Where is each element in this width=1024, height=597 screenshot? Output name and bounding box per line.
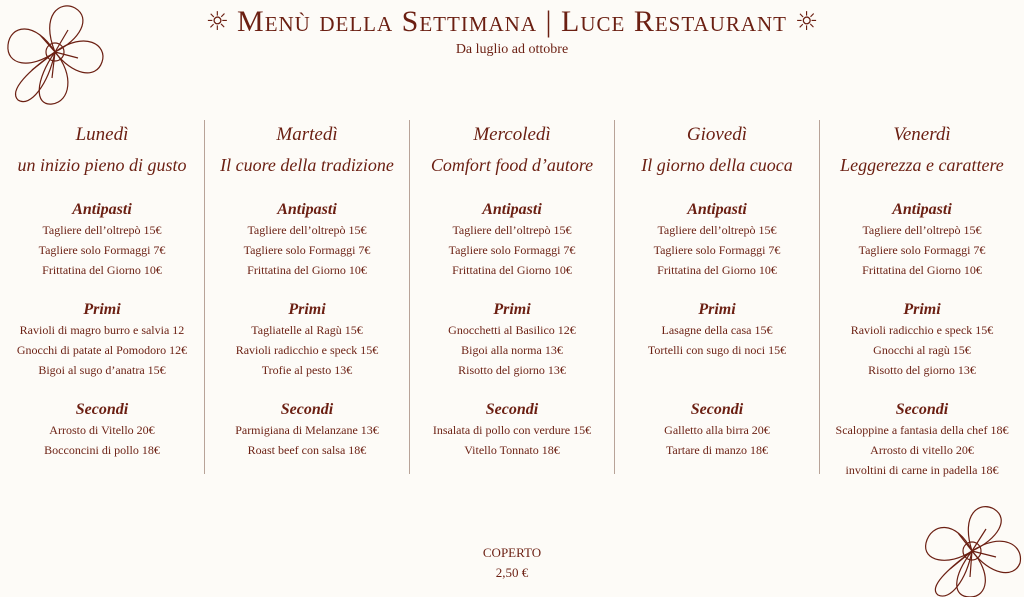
menu-item: Tagliere dell’oltrepò 15€ xyxy=(657,223,777,237)
menu-item: Tagliere solo Formaggi 7€ xyxy=(858,243,986,257)
secondi-section xyxy=(0,400,204,460)
secondi-section xyxy=(615,400,819,460)
section-title: Secondi xyxy=(895,401,949,418)
section-title: Antipasti xyxy=(687,201,747,218)
day-name: Giovedì xyxy=(686,124,748,145)
secondi-section xyxy=(410,400,614,460)
secondi-section xyxy=(205,400,409,460)
section-title: Primi xyxy=(493,301,531,318)
section-title: Primi xyxy=(83,301,121,318)
coperto-label: COPERTO xyxy=(482,545,542,560)
menu-item: Lasagne della casa 15€ xyxy=(661,323,773,337)
day-tagline: un inizio pieno di gusto xyxy=(17,155,187,175)
primi-section xyxy=(820,300,1024,380)
menu-item: Galletto alla birra 20€ xyxy=(664,423,770,437)
menu-item: Bocconcini di pollo 18€ xyxy=(44,443,160,457)
day-column-lunedi xyxy=(0,120,204,474)
section-title: Antipasti xyxy=(72,201,132,218)
day-tagline: Il giorno della cuoca xyxy=(641,155,793,175)
primi-section xyxy=(205,300,409,380)
menu-item: Risotto del giorno 13€ xyxy=(868,363,976,377)
primi-section xyxy=(0,300,204,380)
antipasti-section xyxy=(0,200,204,280)
menu-item: Frittatina del Giorno 10€ xyxy=(657,263,777,277)
section-title: Primi xyxy=(903,301,941,318)
primi-section xyxy=(410,300,614,380)
section-title: Antipasti xyxy=(277,201,337,218)
menu-item: Insalata di pollo con verdure 15€ xyxy=(432,423,592,437)
menu-item: Frittatina del Giorno 10€ xyxy=(42,263,162,277)
antipasti-section xyxy=(205,200,409,280)
menu-item: Trofie al pesto 13€ xyxy=(261,363,353,377)
menu-item: Gnocchi al ragù 15€ xyxy=(873,343,971,357)
menu-item: Frittatina del Giorno 10€ xyxy=(452,263,572,277)
section-title: Secondi xyxy=(280,401,334,418)
day-name: Martedì xyxy=(276,124,338,145)
secondi-section xyxy=(820,400,1024,480)
menu-item: Tagliere solo Formaggi 7€ xyxy=(38,243,166,257)
section-title: Antipasti xyxy=(482,201,542,218)
menu-item: Arrosto di Vitello 20€ xyxy=(49,423,155,437)
menu-item: Parmigiana di Melanzane 13€ xyxy=(235,423,379,437)
menu-subtitle: Da luglio ad ottobre xyxy=(455,42,569,57)
menu-item: Tortelli con sugo di noci 15€ xyxy=(647,343,787,357)
coperto-section xyxy=(0,543,1024,583)
menu-title: Menù della Settimana | Luce Restaurant xyxy=(237,5,787,38)
menu-item: Risotto del giorno 13€ xyxy=(458,363,566,377)
menu-item: Ravioli di magro burro e salvia 12 xyxy=(19,323,185,337)
menu-item: Ravioli radicchio e speck 15€ xyxy=(850,323,994,337)
section-title: Secondi xyxy=(485,401,539,418)
day-name: Venerdì xyxy=(893,124,951,145)
menu-item: Tagliere dell’oltrepò 15€ xyxy=(247,223,367,237)
menu-item: Bigoi alla norma 13€ xyxy=(461,343,563,357)
menu-item: Frittatina del Giorno 10€ xyxy=(862,263,982,277)
primi-section xyxy=(615,300,819,360)
day-column-venerdi xyxy=(819,120,1024,477)
section-title: Primi xyxy=(288,301,326,318)
day-name: Lunedì xyxy=(75,124,129,145)
menu-item: Tagliere solo Formaggi 7€ xyxy=(448,243,576,257)
menu-item: Tagliatelle al Ragù 15€ xyxy=(251,323,363,337)
menu-item: Tartare di manzo 18€ xyxy=(665,443,769,457)
section-title: Secondi xyxy=(690,401,744,418)
day-tagline: Il cuore della tradizione xyxy=(220,155,394,175)
weekly-menu-columns xyxy=(0,120,1024,477)
antipasti-section xyxy=(410,200,614,280)
day-column-martedi xyxy=(204,120,409,474)
menu-item: Tagliere solo Formaggi 7€ xyxy=(243,243,371,257)
day-column-mercoledi xyxy=(409,120,614,474)
section-title: Secondi xyxy=(75,401,129,418)
menu-item: Tagliere dell’oltrepò 15€ xyxy=(42,223,162,237)
menu-item: Bigoi al sugo d’anatra 15€ xyxy=(38,363,166,377)
menu-item: Gnocchetti al Basilico 12€ xyxy=(448,323,576,337)
menu-item: Gnocchi di patate al Pomodoro 12€ xyxy=(16,343,188,357)
antipasti-section xyxy=(615,200,819,280)
coperto-price: 2,50 € xyxy=(495,565,529,580)
sun-icon: ☼ xyxy=(794,7,819,37)
menu-item: Tagliere dell’oltrepò 15€ xyxy=(862,223,982,237)
menu-item: Vitello Tonnato 18€ xyxy=(464,443,560,457)
day-tagline: Comfort food d’autore xyxy=(430,155,594,175)
menu-item: Ravioli radicchio e speck 15€ xyxy=(235,343,379,357)
menu-item: Arrosto di vitello 20€ xyxy=(870,443,974,457)
day-tagline: Leggerezza e carattere xyxy=(840,155,1004,175)
day-column-giovedi xyxy=(614,120,819,474)
sun-icon: ☼ xyxy=(205,7,230,37)
menu-item: Frittatina del Giorno 10€ xyxy=(247,263,367,277)
day-name: Mercoledì xyxy=(473,124,551,145)
menu-header xyxy=(0,4,1024,58)
menu-item: Tagliere solo Formaggi 7€ xyxy=(653,243,781,257)
menu-item: Scaloppine a fantasia della chef 18€ xyxy=(835,423,1009,437)
menu-item: Tagliere dell’oltrepò 15€ xyxy=(452,223,572,237)
section-title: Antipasti xyxy=(892,201,952,218)
menu-item: Roast beef con salsa 18€ xyxy=(247,443,367,457)
antipasti-section xyxy=(820,200,1024,280)
menu-item: involtini di carne in padella 18€ xyxy=(845,463,999,477)
section-title: Primi xyxy=(698,301,736,318)
